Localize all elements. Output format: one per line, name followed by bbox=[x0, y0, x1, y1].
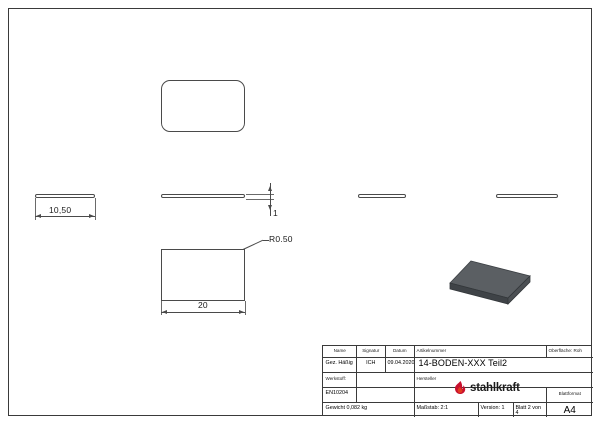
tb-format-label: Blattformat bbox=[558, 390, 581, 396]
view-isometric-part bbox=[448, 258, 534, 316]
logo-wordmark: stahlkraft bbox=[470, 382, 520, 394]
dim-arrow-left-10-50 bbox=[36, 214, 41, 218]
view-side-middle bbox=[161, 194, 245, 198]
stahlkraft-flame-logo-icon bbox=[452, 381, 468, 396]
view-side-right-2 bbox=[496, 194, 558, 198]
tb-header-date: Datum bbox=[392, 347, 407, 353]
tb-header-surface: Oberfläche: Roh bbox=[548, 347, 582, 353]
dim-text-radius: R0.50 bbox=[269, 234, 293, 244]
ext-line-left-b bbox=[95, 198, 96, 220]
tb-header-name: Name bbox=[333, 347, 346, 353]
tb-drawn-signature: ICH bbox=[366, 359, 376, 366]
tb-header-signature: Signatur bbox=[362, 347, 380, 353]
dim-arrow-up-thickness bbox=[268, 186, 272, 191]
dim-arrow-right-10-50 bbox=[89, 214, 94, 218]
dim-arrow-left-20 bbox=[162, 310, 167, 314]
view-front-rect bbox=[161, 249, 245, 301]
view-side-right-1 bbox=[358, 194, 406, 198]
dim-arrow-right-20 bbox=[239, 310, 244, 314]
view-side-left bbox=[35, 194, 95, 198]
dim-line-20 bbox=[161, 312, 245, 313]
tb-version: Version: 1 bbox=[480, 404, 505, 411]
tb-rule-2 bbox=[323, 372, 593, 373]
dim-text-20: 20 bbox=[198, 300, 208, 310]
tb-scale: Maßstab: 2:1 bbox=[416, 404, 448, 411]
tb-drawn-by: Gez. Häßig bbox=[325, 359, 353, 366]
dim-text-10-50: 10,50 bbox=[49, 205, 72, 215]
view-top-rounded-rect bbox=[161, 80, 245, 132]
tb-part-number: 14-BODEN-XXX Teil2 bbox=[418, 358, 508, 368]
tb-format-value: A4 bbox=[563, 404, 576, 416]
ext-line-width-b bbox=[245, 301, 246, 315]
tb-header-article-number: Artikelnummer bbox=[416, 347, 447, 353]
dim-text-thickness: 1 bbox=[273, 208, 278, 218]
tb-material-value: EN10204 bbox=[325, 389, 348, 396]
tb-sheet: Blatt 2 von 4 bbox=[515, 404, 541, 417]
dim-arrow-down-thickness bbox=[268, 205, 272, 210]
tb-manufacturer-label: Hersteller bbox=[416, 375, 437, 381]
tb-drawn-date: 09.04.2020 bbox=[387, 359, 414, 366]
dim-line-10-50 bbox=[35, 216, 95, 217]
isometric-svg bbox=[448, 258, 534, 316]
tb-material-label: Werkstoff: bbox=[325, 375, 347, 381]
company-logo bbox=[452, 381, 534, 396]
tb-weight: Gewicht 0,082 kg bbox=[325, 404, 368, 411]
